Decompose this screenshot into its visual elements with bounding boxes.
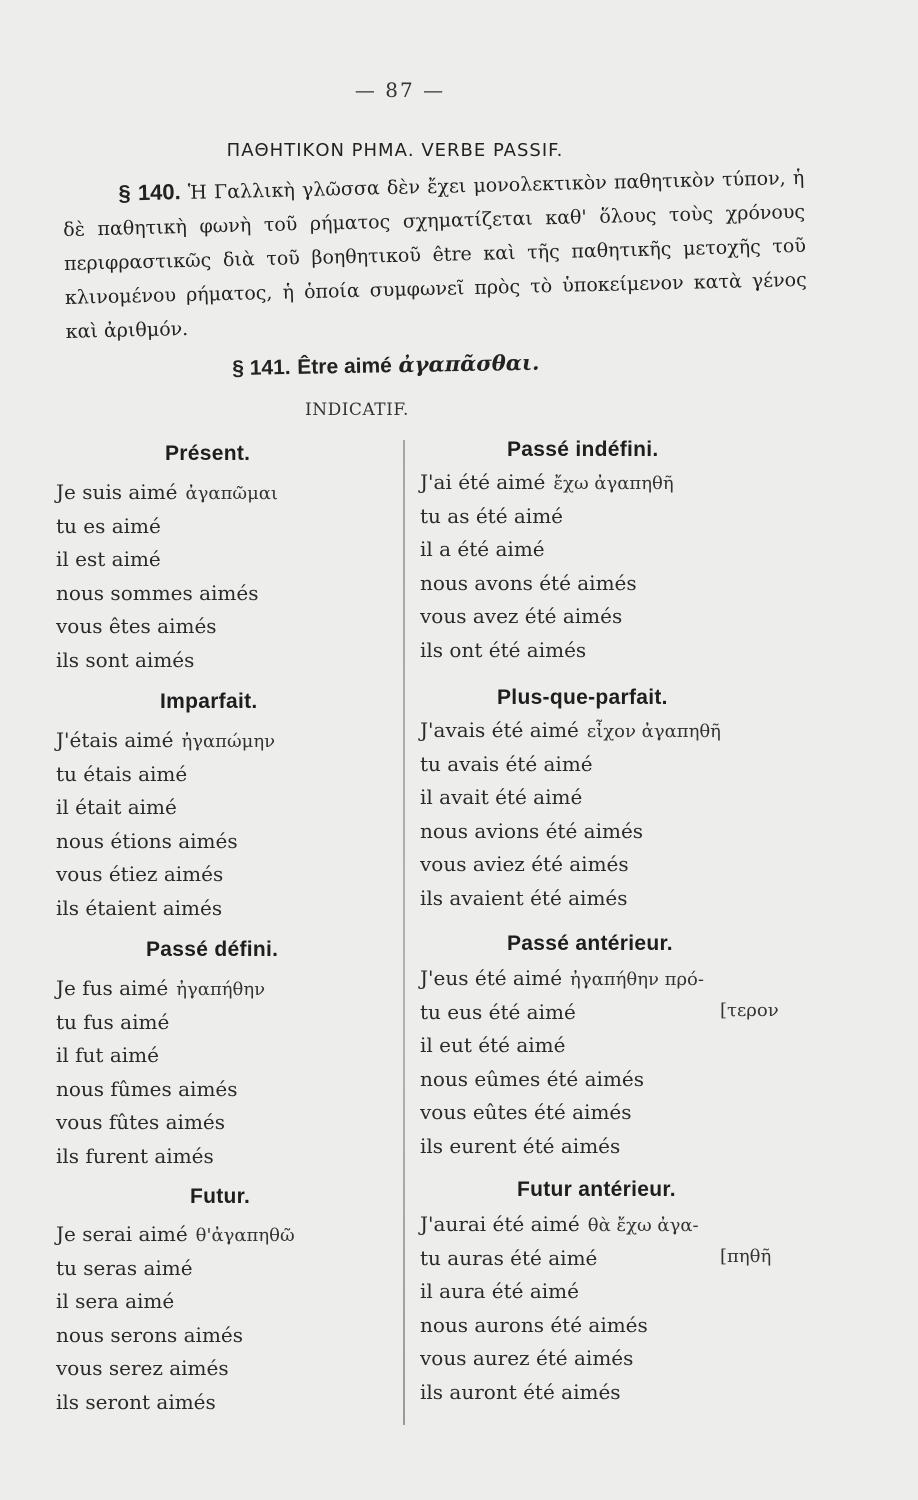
conjugation-line bbox=[56, 976, 265, 1000]
french-form: il était aimé bbox=[56, 795, 177, 819]
conjugation-line bbox=[420, 1134, 620, 1158]
section-141-french: Être aimé bbox=[297, 354, 393, 379]
conjugation-line bbox=[420, 1279, 579, 1303]
greek-translation: εἶχον ἀγαπηθῆ bbox=[586, 721, 721, 742]
section-141-heading bbox=[232, 348, 632, 381]
conjugation-line bbox=[56, 829, 238, 853]
french-form: nous eûmes été aimés bbox=[420, 1066, 645, 1091]
conjugation-line bbox=[56, 514, 161, 538]
conjugation-line bbox=[56, 1043, 159, 1067]
conjugation-line bbox=[56, 614, 217, 638]
french-form: vous serez aimés bbox=[56, 1356, 229, 1380]
greek-translation: ἠγαπήθην πρό- bbox=[570, 969, 704, 990]
section-140-marker: § 140. bbox=[118, 179, 182, 206]
french-form: ils seront aimés bbox=[56, 1389, 216, 1414]
french-form: tu eus été aimé bbox=[420, 999, 576, 1024]
conjugation-line bbox=[56, 1144, 214, 1168]
conjugation-line bbox=[56, 1256, 193, 1280]
french-form: tu as été aimé bbox=[420, 503, 564, 528]
conjugation-line bbox=[56, 1289, 174, 1313]
conjugation-line bbox=[56, 547, 161, 571]
french-form: il a été aimé bbox=[420, 537, 545, 561]
conjugation-line bbox=[56, 1222, 295, 1246]
conjugation-line bbox=[56, 762, 187, 786]
conjugation-line bbox=[420, 638, 586, 662]
french-form: tu avais été aimé bbox=[420, 751, 593, 776]
french-form: il avait été aimé bbox=[420, 785, 583, 809]
section-140-paragraph bbox=[62, 160, 808, 349]
french-form: J'étais aimé bbox=[56, 728, 174, 752]
section-141-marker: § 141. bbox=[232, 355, 291, 380]
conjugation-line bbox=[56, 862, 223, 886]
conjugation-line bbox=[420, 1067, 644, 1091]
conjugation-line bbox=[56, 896, 222, 920]
french-form: ils furent aimés bbox=[56, 1143, 214, 1168]
french-form: nous avions été aimés bbox=[420, 818, 644, 843]
french-form: il aura été aimé bbox=[420, 1279, 579, 1303]
french-form: tu seras aimé bbox=[56, 1255, 193, 1280]
conjugation-line bbox=[56, 581, 259, 605]
french-form: Je suis aimé bbox=[56, 480, 178, 504]
french-form: ils eurent été aimés bbox=[420, 1133, 621, 1158]
page-header: ΠΑΘΗΤΙΚΟΝ ΡΗΜΑ. VERBE PASSIF. bbox=[226, 140, 564, 161]
french-form: J'ai été aimé bbox=[420, 470, 546, 494]
french-form: vous aurez été aimés bbox=[420, 1346, 634, 1370]
greek-translation: ἠγαπώμην bbox=[181, 731, 276, 752]
french-form: ils ont été aimés bbox=[420, 637, 587, 662]
french-form: vous êtes aimés bbox=[56, 614, 217, 638]
conjugation-line bbox=[56, 648, 194, 672]
french-form: il fut aimé bbox=[56, 1043, 159, 1067]
tense-heading: Présent. bbox=[165, 442, 251, 465]
tense-heading: Plus-que-parfait. bbox=[497, 686, 668, 709]
french-form: nous avons été aimés bbox=[420, 570, 637, 595]
french-form: vous aviez été aimés bbox=[420, 852, 629, 876]
conjugation-line bbox=[420, 504, 563, 528]
conjugation-line bbox=[56, 480, 278, 504]
conjugation-line bbox=[420, 1245, 772, 1270]
french-form: vous fûtes aimés bbox=[56, 1110, 226, 1134]
conjugation-line bbox=[420, 1313, 648, 1337]
french-form: tu étais aimé bbox=[56, 761, 188, 786]
french-form: tu fus aimé bbox=[56, 1009, 170, 1034]
conjugation-line bbox=[56, 1010, 169, 1034]
french-form: ils auront été aimés bbox=[420, 1379, 621, 1404]
conjugation-line bbox=[420, 537, 545, 561]
conjugation-line bbox=[420, 1212, 699, 1236]
mood-heading: INDICATIF. bbox=[305, 400, 409, 420]
conjugation-line bbox=[420, 819, 643, 843]
french-form: J'aurai été aimé bbox=[420, 1212, 580, 1236]
french-form: J'avais été aimé bbox=[420, 718, 579, 742]
conjugation-line bbox=[56, 795, 177, 819]
french-form: nous étions aimés bbox=[56, 828, 238, 853]
greek-translation: θὰ ἔχω ἀγα- bbox=[587, 1215, 699, 1236]
column-divider bbox=[403, 440, 405, 1425]
conjugation-line bbox=[420, 999, 779, 1024]
greek-translation: ἀγαπῶμαι bbox=[185, 483, 278, 504]
conjugation-line bbox=[56, 728, 275, 752]
french-form: nous sommes aimés bbox=[56, 580, 259, 605]
greek-translation: [τερον bbox=[720, 999, 779, 1021]
conjugation-line bbox=[56, 1110, 225, 1134]
section-141-greek: ἀγαπᾶσθαι. bbox=[398, 349, 540, 378]
french-form: ils étaient aimés bbox=[56, 895, 223, 920]
tense-heading: Imparfait. bbox=[160, 690, 258, 713]
french-form: vous étiez aimés bbox=[56, 862, 224, 886]
conjugation-line bbox=[420, 852, 629, 876]
conjugation-line bbox=[56, 1077, 238, 1101]
french-form: tu auras été aimé bbox=[420, 1245, 598, 1270]
greek-translation: ἔχω ἀγαπηθῆ bbox=[553, 473, 674, 494]
conjugation-line bbox=[420, 718, 721, 742]
conjugation-line bbox=[420, 470, 674, 494]
tense-heading: Passé indéfini. bbox=[507, 438, 659, 461]
tense-heading: Futur. bbox=[190, 1185, 251, 1208]
french-form: vous eûtes été aimés bbox=[420, 1100, 632, 1124]
french-form: ils avaient été aimés bbox=[420, 885, 628, 910]
section-140-text: Ἡ Γαλλικὴ γλῶσσα δὲν ἔχει μονολεκτικὸν παθητικὸν τύπον, ἡ δὲ παθητικὴ φωνὴ τοῦ ρήματος σχηματίζεται καθ' ὅλους τοὺς χρόνους περιφραστικῶς διὰ τοῦ βοηθητικοῦ être καὶ τῆς παθητικῆς μετοχῆς τοῦ κλινομένου ρήματος, ἡ ὁποία συμφωνεῖ πρὸς τὸ ὑποκείμενον κατὰ γένος καὶ ἀριθμόν. bbox=[63, 166, 807, 343]
page-number: — 87 — bbox=[354, 78, 446, 102]
conjugation-line bbox=[420, 1100, 632, 1124]
tense-heading: Passé antérieur. bbox=[507, 932, 673, 955]
french-form: nous aurons été aimés bbox=[420, 1312, 648, 1337]
conjugation-line bbox=[420, 604, 622, 628]
greek-translation: [πηθῆ bbox=[720, 1245, 772, 1267]
french-form: il sera aimé bbox=[56, 1289, 175, 1313]
greek-translation: θ'ἀγαπηθῶ bbox=[195, 1225, 295, 1246]
conjugation-line bbox=[420, 1380, 621, 1404]
conjugation-line bbox=[420, 966, 704, 990]
conjugation-line bbox=[56, 1356, 229, 1380]
conjugation-line bbox=[420, 1346, 633, 1370]
greek-translation: ἠγαπήθην bbox=[176, 979, 266, 1000]
tense-heading: Futur antérieur. bbox=[517, 1178, 676, 1201]
french-form: il est aimé bbox=[56, 547, 161, 571]
french-form: ils sont aimés bbox=[56, 647, 195, 672]
conjugation-line bbox=[420, 752, 593, 776]
french-form: tu es aimé bbox=[56, 513, 161, 538]
conjugation-line bbox=[420, 886, 628, 910]
french-form: nous fûmes aimés bbox=[56, 1076, 238, 1101]
french-form: Je fus aimé bbox=[56, 976, 169, 1000]
conjugation-line bbox=[56, 1323, 243, 1347]
conjugation-line bbox=[420, 571, 637, 595]
french-form: nous serons aimés bbox=[56, 1322, 244, 1347]
french-form: vous avez été aimés bbox=[420, 604, 623, 628]
conjugation-line bbox=[420, 1033, 565, 1057]
conjugation-line bbox=[56, 1390, 216, 1414]
french-form: J'eus été aimé bbox=[420, 966, 563, 990]
conjugation-line bbox=[420, 785, 582, 809]
tense-heading: Passé défini. bbox=[146, 938, 279, 961]
french-form: il eut été aimé bbox=[420, 1033, 566, 1057]
french-form: Je serai aimé bbox=[56, 1222, 188, 1246]
